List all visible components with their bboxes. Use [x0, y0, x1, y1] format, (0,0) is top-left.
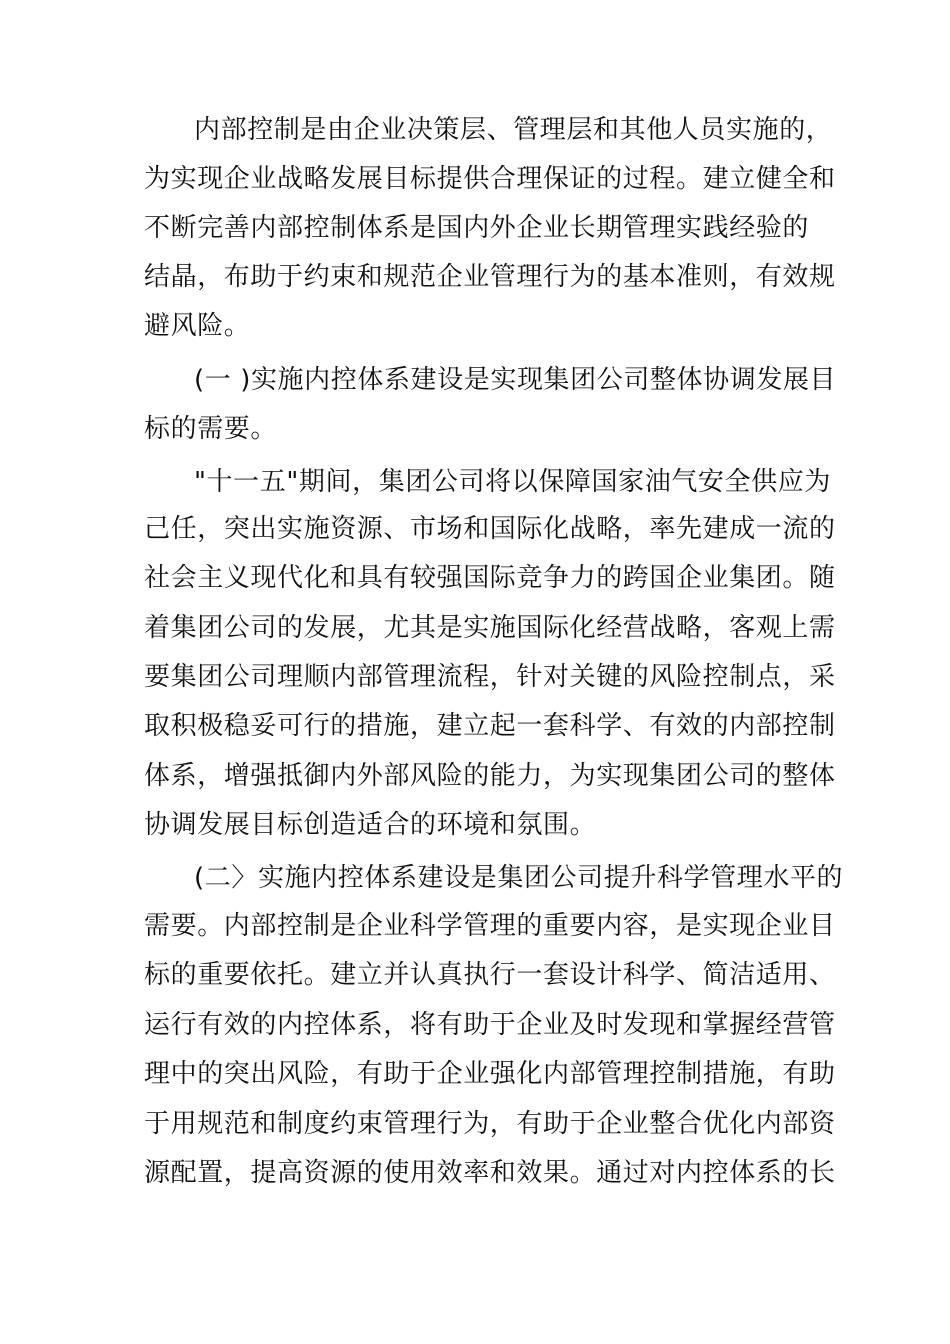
text-line: 要集团公司理顺内部管理流程，针对关键的风险控制点，采 — [144, 662, 836, 692]
text-line: 运行有效的内控体系，将有助于企业及时发现和掌握经营管 — [144, 1010, 836, 1040]
text-line: 己任，突出实施资源、市场和国际化战略，率先建成一流的 — [144, 514, 836, 544]
text-line: (一 )实施内控体系建设是实现集团公司整体协调发展目 — [194, 365, 837, 395]
text-line: 源配置，提高资源的使用效率和效果。通过对内控体系的长 — [144, 1158, 836, 1188]
text-line: 不断完善内部控制体系是国内外企业长期管理实践经验的 — [144, 213, 810, 243]
text-line: 着集团公司的发展，尤其是实施国际化经营战略，客观上需 — [144, 613, 836, 643]
text-line: 体系，增强抵御内外部风险的能力，为实现集团公司的整体 — [144, 761, 836, 791]
text-line: 于用规范和制度约束管理行为，有助于企业整合优化内部资 — [144, 1109, 836, 1139]
text-line: 内部控制是由企业决策层、管理层和其他人员实施的， — [194, 115, 833, 145]
text-line: 标的重要依托。建立并认真执行一套设计科学、简洁适用、 — [144, 960, 836, 990]
text-line: 标的需要。 — [144, 414, 278, 444]
text-line: 取积极稳妥可行的措施，建立起一套科学、有效的内部控制 — [144, 711, 836, 741]
text-line: (二〉实施内控体系建设是集团公司提升科学管理水平的 — [194, 863, 844, 893]
text-line: 结晶，布助于约束和规范企业管理行为的基本准则，有效规 — [144, 262, 836, 292]
text-line: 避风险。 — [144, 311, 251, 341]
text-line: 社会主义现代化和具有较强国际竞争力的跨国企业集团。随 — [144, 563, 836, 593]
text-line: 理中的突出风险，有助于企业强化内部管理控制措施，有助 — [144, 1059, 836, 1089]
text-line: 协调发展目标创造适合的环境和氛围。 — [144, 810, 597, 840]
text-line: 需要。内部控制是企业科学管理的重要内容，是实现企业目 — [144, 911, 836, 941]
text-line: 为实现企业战略发展目标提供合理保证的过程。建立健全和 — [144, 164, 836, 194]
text-line: "十一五"期间，集团公司将以保障国家油气安全供应为 — [194, 467, 831, 497]
